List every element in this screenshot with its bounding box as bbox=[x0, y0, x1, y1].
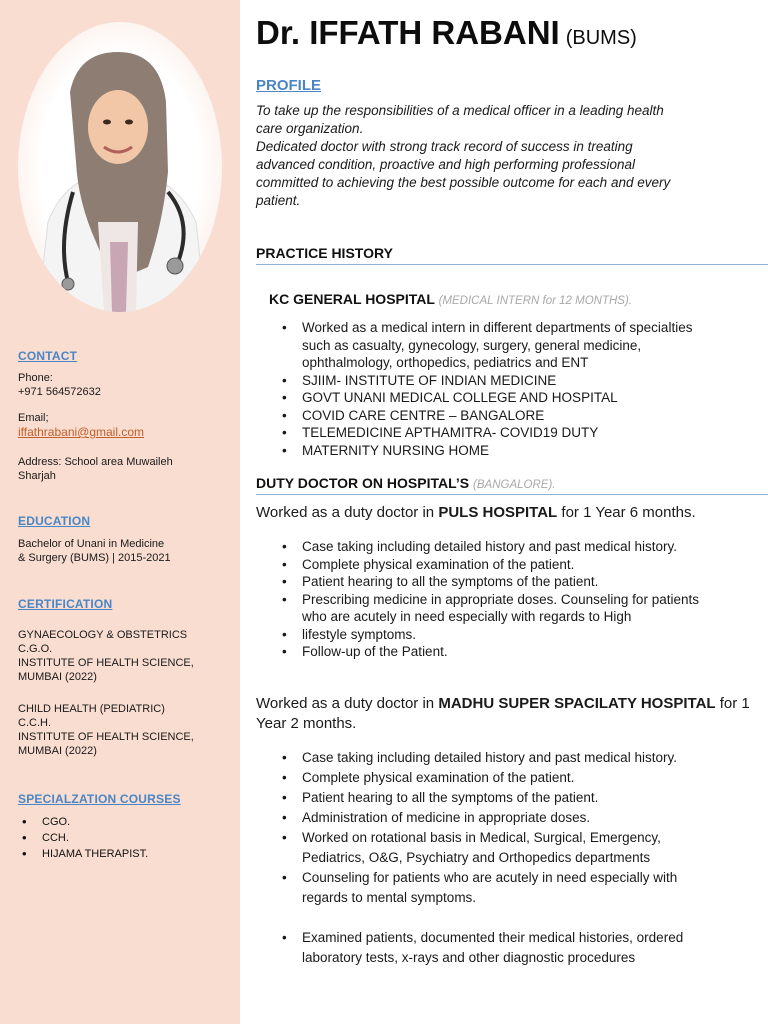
list-item: • SJIIM- INSTITUTE OF INDIAN MEDICINE bbox=[280, 372, 692, 390]
list-item: • Worked on rotational basis in Medical, Surgical, Emergency, Pediatrics, O&G, Psychiatry and Orthopedics departments bbox=[280, 828, 683, 868]
certification-title: CERTIFICATION bbox=[18, 597, 113, 611]
courses-list bbox=[18, 814, 148, 862]
list-item: • Complete physical examination of the patient. bbox=[280, 768, 683, 788]
list-item: • Patient hearing to all the symptoms of the patient. bbox=[280, 788, 683, 808]
list-item: • Case taking including detailed history and past medical history. bbox=[280, 538, 699, 556]
sidebar bbox=[0, 0, 240, 1024]
list-item: • MATERNITY NURSING HOME bbox=[280, 442, 692, 460]
kc-duties-list bbox=[280, 319, 692, 459]
doctor-portrait-image bbox=[18, 22, 222, 312]
list-item: • CCH. bbox=[18, 830, 148, 846]
list-item: • COVID CARE CENTRE – BANGALORE bbox=[280, 407, 692, 425]
puls-hospital-intro: Worked as a duty doctor in PULS HOSPITAL for 1 Year 6 months. bbox=[256, 504, 696, 521]
doctor-degree: (BUMS) bbox=[565, 27, 637, 49]
page-title bbox=[256, 14, 637, 52]
contact-title: CONTACT bbox=[18, 349, 78, 363]
madhu-hospital-intro: Worked as a duty doctor in MADHU SUPER SPACILATY HOSPITAL for 1 Year 2 months. bbox=[256, 695, 750, 732]
list-item: • CGO. bbox=[18, 814, 148, 830]
certification-gyn: GYNAECOLOGY & OBSTETRICS C.G.O. INSTITUTE OF HEALTH SCIENCE, MUMBAI (2022) bbox=[18, 629, 194, 683]
profile-photo bbox=[18, 22, 222, 312]
kc-hospital-heading: KC GENERAL HOSPITAL (MEDICAL INTERN for 12 MONTHS). bbox=[269, 291, 632, 307]
list-item: • Prescribing medicine in appropriate doses. Counseling for patients who are acutely in need especially with regards to High bbox=[280, 591, 699, 626]
list-item: • Counseling for patients who are acutely in need especially with regards to mental symptoms. bbox=[280, 868, 683, 908]
puls-duties-list bbox=[280, 538, 699, 661]
contact-address: Address: School area Muwaileh Sharjah bbox=[18, 456, 173, 482]
contact-email: Email; iffathrabani@gmail.com bbox=[18, 411, 233, 439]
list-item: • Patient hearing to all the symptoms of the patient. bbox=[280, 573, 699, 591]
email-link[interactable]: iffathrabani@gmail.com bbox=[18, 425, 145, 439]
certification-child: CHILD HEALTH (PEDIATRIC) C.C.H. INSTITUTE OF HEALTH SCIENCE, MUMBAI (2022) bbox=[18, 703, 194, 757]
list-item: • HIJAMA THERAPIST. bbox=[18, 846, 148, 862]
duty-doctor-title: DUTY DOCTOR ON HOSPITAL’S (BANGALORE). bbox=[256, 475, 768, 495]
list-item: • Complete physical examination of the patient. bbox=[280, 556, 699, 574]
doctor-name: Dr. IFFATH RABANI bbox=[256, 14, 560, 51]
list-item: • Follow-up of the Patient. bbox=[280, 643, 699, 661]
contact-phone: Phone: +971 564572632 bbox=[18, 372, 101, 398]
education-details: Bachelor of Unani in Medicine & Surgery (BUMS) | 2015-2021 bbox=[18, 538, 171, 564]
profile-title: PROFILE bbox=[256, 77, 322, 94]
list-item: • GOVT UNANI MEDICAL COLLEGE AND HOSPITAL bbox=[280, 389, 692, 407]
list-item: • Administration of medicine in appropriate doses. bbox=[280, 808, 683, 828]
practice-history-title: PRACTICE HISTORY bbox=[256, 245, 768, 265]
list-item: • Case taking including detailed history and past medical history. bbox=[280, 748, 683, 768]
list-item: • Examined patients, documented their medical histories, ordered laboratory tests, x-rays and other diagnostic procedures bbox=[280, 928, 683, 968]
list-item: • TELEMEDICINE APTHAMITRA- COVID19 DUTY bbox=[280, 424, 692, 442]
list-item: • Worked as a medical intern in different departments of specialties such as casualty, gynecology, surgery, general medicine, ophthalmology, orthopedics, pediatrics and ENT bbox=[280, 319, 692, 372]
madhu-duties-list bbox=[280, 748, 683, 968]
courses-title: SPECIALZATION COURSES bbox=[18, 792, 181, 806]
list-item: • lifestyle symptoms. bbox=[280, 626, 699, 644]
profile-text: To take up the responsibilities of a medical officer in a leading health care organization. Dedicated doctor with strong track record of success in treating advanced condition, proactive and high performing professional committed to achieving the best possible outcome for each and every patient. bbox=[256, 103, 671, 208]
education-title: EDUCATION bbox=[18, 514, 91, 528]
